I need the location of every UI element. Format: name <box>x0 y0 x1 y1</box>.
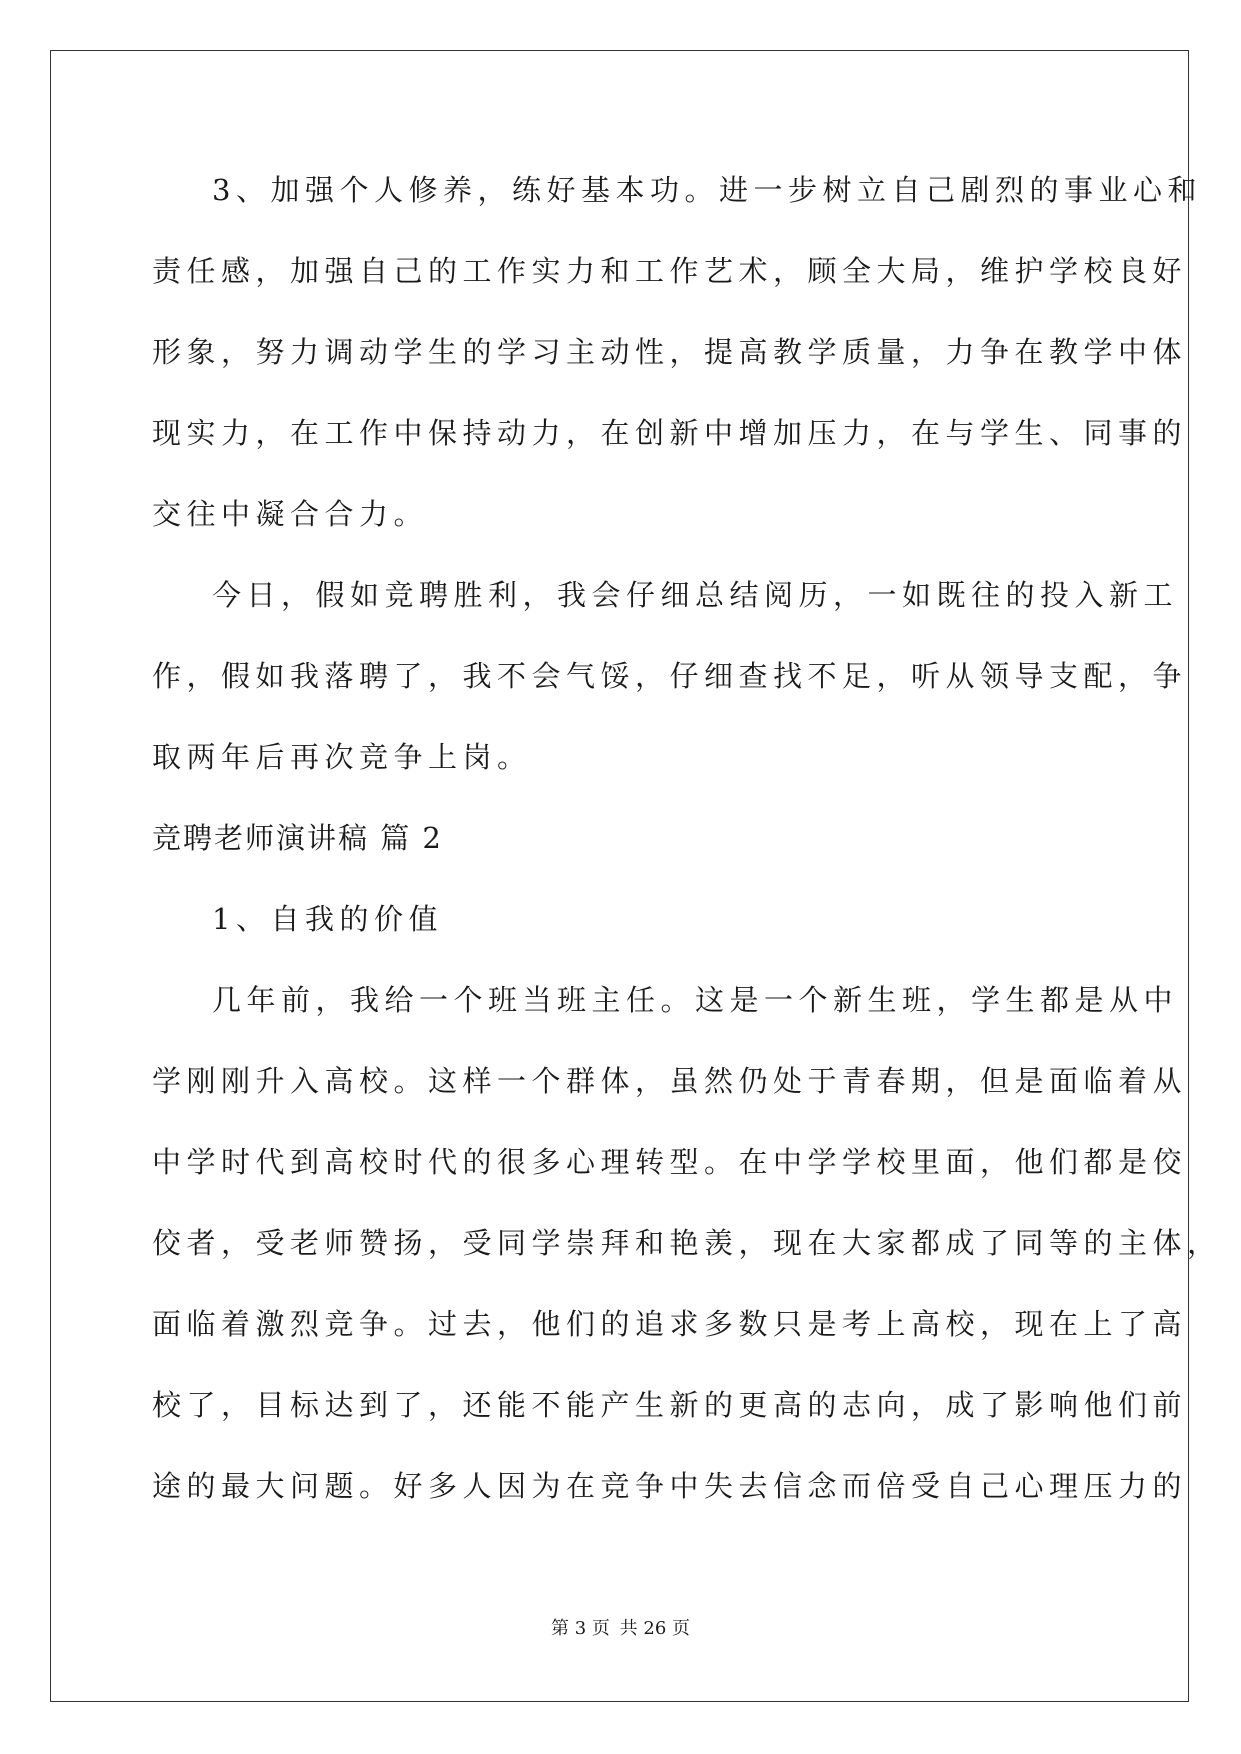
text-line: 现实力，在工作中保持动力，在创新中增加压力，在与学生、同事的 <box>152 416 1188 450</box>
text-line: 1、自我的价值 <box>212 902 443 936</box>
text-line: 佼者，受老师赞扬，受同学崇拜和艳羡，现在大家都成了同等的主体， <box>152 1226 1222 1260</box>
text-line: 交往中凝合合力。 <box>152 497 429 531</box>
text-line: 学刚刚升入高校。这样一个群体，虽然仍处于青春期，但是面临着从 <box>152 1064 1188 1098</box>
text-line: 形象，努力调动学生的学习主动性，提高教学质量，力争在教学中体 <box>152 335 1188 369</box>
text-line: 校了，目标达到了，还能不能产生新的更高的志向，成了影响他们前 <box>152 1388 1188 1422</box>
document-body <box>152 160 1222 1537</box>
text-line: 今日，假如竞聘胜利，我会仔细总结阅历，一如既往的投入新工 <box>212 578 1179 612</box>
page-footer <box>0 1617 1241 1641</box>
text-line: 中学时代到高校时代的很多心理转型。在中学学校里面，他们都是佼 <box>152 1145 1188 1179</box>
text-line: 3、加强个人修养，练好基本功。进一步树立自己剧烈的事业心和 <box>212 173 1202 207</box>
total-pages: 共 26 页 <box>619 1618 690 1639</box>
text-line: 作，假如我落聘了，我不会气馁，仔细查找不足，听从领导支配，争 <box>152 659 1188 693</box>
text-line: 几年前，我给一个班当班主任。这是一个新生班，学生都是从中 <box>212 983 1179 1017</box>
text-line: 面临着激烈竞争。过去，他们的追求多数只是考上高校，现在上了高 <box>152 1307 1188 1341</box>
page-number: 第 3 页 <box>551 1618 610 1639</box>
text-line: 途的最大问题。好多人因为在竞争中失去信念而倍受自己心理压力的 <box>152 1469 1188 1503</box>
text-line: 责任感，加强自己的工作实力和工作艺术，顾全大局，维护学校良好 <box>152 254 1188 288</box>
section-heading: 竞聘老师演讲稿 篇 2 <box>152 821 443 855</box>
text-line: 取两年后再次竞争上岗。 <box>152 740 532 774</box>
